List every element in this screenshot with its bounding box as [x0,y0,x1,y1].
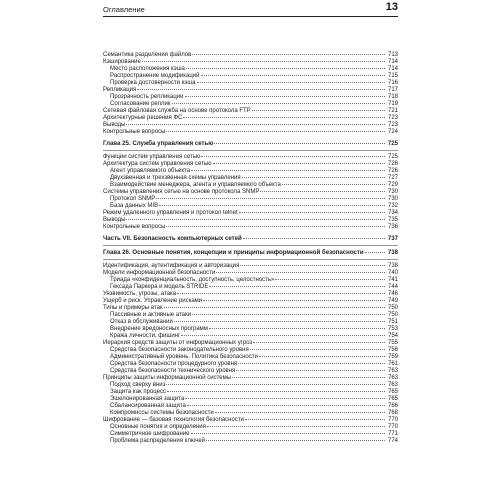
toc-dot-leader [177,293,385,294]
toc-entry-page: 730 [387,189,398,195]
toc-dot-leader [216,272,385,273]
toc-entry-page: 713 [387,52,398,58]
toc-dot-leader [209,286,385,287]
toc-entry[interactable] [103,80,398,87]
toc-entry-page: 732 [387,203,398,209]
toc-dot-leader [192,54,385,55]
toc-entry[interactable] [103,305,398,312]
toc-dot-leader [259,356,385,357]
toc-entry-page: 719 [387,101,398,107]
toc-entry-page: 763 [387,368,398,374]
toc-entry-page: 753 [387,326,398,332]
toc-dot-leader [172,103,386,104]
toc-entry-title: Кэширование [103,59,141,65]
header-rule [103,16,398,17]
table-of-contents [103,52,398,445]
toc-entry[interactable] [103,122,398,129]
toc-entry-page: 734 [387,210,398,216]
toc-entry[interactable] [103,224,398,231]
toc-entry-page: 726 [387,168,398,174]
toc-dot-leader [209,328,385,329]
toc-dot-leader [239,212,385,213]
toc-dot-leader [243,238,385,239]
toc-entry-title: Агент управляемого объекта [110,168,191,174]
toc-entry-title: Часть VII. Безопасность компьютерных сетей [103,235,242,242]
toc-entry[interactable] [103,196,398,203]
toc-dot-leader [253,342,385,343]
toc-entry-page: 723 [387,122,398,128]
toc-dot-leader [167,391,385,392]
toc-entry-page: 714 [387,59,398,65]
toc-entry-page: 725 [387,140,398,147]
toc-entry-title: Контрольные вопросы [103,129,166,135]
toc-dot-leader [126,124,385,125]
toc-entry-page: 770 [387,424,398,430]
toc-entry-title: Глава 25. Служба управления сетью [103,140,214,147]
toc-dot-leader [214,143,385,144]
toc-dot-leader [240,265,385,266]
toc-dot-leader [213,163,386,164]
chapter-rule [103,245,398,246]
toc-entry-title: Отказ в обслуживании [110,319,173,325]
toc-entry[interactable] [103,361,398,368]
toc-entry[interactable] [103,217,398,224]
toc-dot-leader [201,75,385,76]
toc-entry[interactable] [103,354,398,361]
toc-entry-page: 715 [387,73,398,79]
toc-entry-page: 774 [387,438,398,444]
toc-entry-title: Защита как процесс [110,389,166,395]
toc-entry-title: Типы и примеры атак [103,305,163,311]
toc-entry-page: 729 [387,182,398,188]
toc-entry-page: 761 [387,361,398,367]
toc-entry-page: 768 [387,410,398,416]
toc-entry-title: Проблема распределения ключей [110,438,206,444]
toc-entry-page: 755 [387,340,398,346]
toc-entry-page: 759 [387,354,398,360]
toc-entry-title: Семантика разделения файлов [103,52,192,58]
toc-entry-page: 749 [387,298,398,304]
toc-entry[interactable] [103,298,398,305]
toc-dot-leader [166,226,385,227]
toc-entry-page: 744 [387,284,398,290]
toc-entry[interactable] [103,410,398,417]
toc-entry[interactable] [103,291,398,298]
toc-dot-leader [159,205,385,206]
toc-entry[interactable] [103,168,398,175]
toc-entry-page: 741 [387,277,398,283]
toc-entry[interactable] [103,129,398,136]
toc-entry-page: 750 [387,312,398,318]
toc-entry-page: 717 [387,87,398,93]
toc-entry-title: Компромиссы системы безопасности [110,410,214,416]
toc-entry[interactable] [103,189,398,196]
toc-entry-page: 756 [387,347,398,353]
toc-entry-title: Репликация [103,87,137,93]
toc-entry-page: 724 [387,129,398,135]
toc-dot-leader [191,433,385,434]
toc-dot-leader [185,398,385,399]
toc-entry[interactable] [103,333,398,340]
toc-entry[interactable] [103,154,398,161]
toc-entry[interactable] [103,368,398,375]
toc-entry-title: Средства безопасности процедурного уровня [110,361,238,367]
toc-entry-title: Двухзвенная и трехзвенная схемы управления [110,175,241,181]
toc-entry[interactable] [103,73,398,80]
toc-chapter-entry[interactable] [103,235,398,242]
toc-entry-title: Выводы [103,122,126,128]
toc-dot-leader [191,170,385,171]
toc-dot-leader [137,89,385,90]
toc-dot-leader [215,412,385,413]
toc-entry[interactable] [103,396,398,403]
toc-dot-leader [260,191,385,192]
toc-entry[interactable] [103,108,398,115]
toc-chapter-entry[interactable] [103,249,398,256]
toc-dot-leader [250,349,385,350]
toc-entry-title: Глава 26. Основные понятия, концепции и принципы информационной безопасности [103,249,364,256]
toc-entry-page: 740 [387,270,398,276]
toc-dot-leader [181,335,385,336]
toc-dot-leader [275,279,385,280]
toc-entry-title: Согласование реплик [110,101,171,107]
toc-entry-title: Средства безопасности законодательного уровня [110,347,249,353]
toc-entry-page: 730 [387,196,398,202]
toc-entry-title: Триада «конфиденциальность, доступность, целостность» [110,277,275,283]
toc-entry-title: Контрольные вопросы [103,224,166,230]
toc-dot-leader [164,307,385,308]
toc-entry-title: Уязвимость, угрозы, атака [103,291,177,297]
toc-entry-title: Ущерб и риск. Управление рисками [103,298,203,304]
toc-entry[interactable] [103,382,398,389]
toc-dot-leader [126,219,385,220]
toc-entry-page: 721 [387,108,398,114]
toc-entry-page: 737 [387,235,398,242]
toc-dot-leader [192,314,385,315]
toc-entry[interactable] [103,210,398,217]
chapter-rule [103,150,398,151]
toc-entry[interactable] [103,182,398,189]
toc-entry-page: 750 [387,305,398,311]
toc-entry[interactable] [103,424,398,431]
toc-entry-title: База данных MIB [110,203,159,209]
toc-entry-title: Симметричное шифрование [110,431,190,437]
toc-entry-title: Системы управления сетью на основе протокола SNMP [103,189,260,195]
toc-entry[interactable] [103,389,398,396]
toc-entry-page: 738 [387,263,398,269]
toc-entry-page: 726 [387,161,398,167]
toc-entry-title: Распространение модификаций [110,73,200,79]
toc-entry-page: 766 [387,403,398,409]
toc-entry-page: 738 [387,249,398,256]
toc-entry[interactable] [103,403,398,410]
toc-entry[interactable] [103,101,398,108]
toc-dot-leader [232,377,385,378]
toc-entry-title: Прозрачность репликации [110,94,184,100]
toc-entry[interactable] [103,284,398,291]
chapter-rule [103,259,398,260]
toc-chapter-entry[interactable] [103,140,398,147]
page-number: 13 [385,1,398,13]
toc-entry-page: 714 [387,66,398,72]
toc-dot-leader [242,177,385,178]
toc-entry-title: Средства безопасности технического уровня [110,368,236,374]
toc-entry-page: 751 [387,319,398,325]
toc-entry[interactable] [103,66,398,73]
toc-entry[interactable] [103,270,398,277]
toc-entry[interactable] [103,375,398,382]
toc-entry-title: Основные понятия и определения [110,424,206,430]
toc-dot-leader [166,384,385,385]
toc-entry-title: Функции систем управления сетью [103,154,201,160]
toc-entry-title: Архитектурные решения ФС [103,115,183,121]
toc-entry[interactable] [103,326,398,333]
toc-entry-title: Эшелонированная защита [110,396,185,402]
toc-entry[interactable] [103,203,398,210]
toc-entry-title: Принципы защиты информационной системы [103,375,232,381]
toc-dot-leader [201,156,385,157]
toc-entry-title: Архитектура систем управления сетью [103,161,212,167]
toc-entry-title: Административный уровень. Политика безопасности [110,354,258,360]
running-header-title: Оглавление [103,5,145,14]
toc-entry[interactable] [103,312,398,319]
toc-entry-title: Подход сверху вниз [110,382,166,388]
toc-entry-title: Протокол SNMP [110,196,156,202]
toc-entry[interactable] [103,115,398,122]
toc-dot-leader [252,110,385,111]
toc-dot-leader [282,184,385,185]
toc-entry-title: Место расположения кэша [110,66,185,72]
toc-entry-page: 765 [387,396,398,402]
toc-dot-leader [365,252,385,253]
toc-entry-page: 716 [387,80,398,86]
toc-entry-page: 763 [387,382,398,388]
toc-entry-title: Гексада Паркера и модель STRIDE [110,284,209,290]
toc-entry-title: Режим удаленного управления и протокол telnet [103,210,238,216]
toc-entry-title: Внедрение вредоносных программ [110,326,208,332]
toc-entry-page: 727 [387,175,398,181]
toc-entry-title: Модели информационной безопасности [103,270,216,276]
toc-dot-leader [238,363,385,364]
toc-dot-leader [245,419,385,420]
toc-dot-leader [142,61,385,62]
toc-entry-page: 771 [387,431,398,437]
toc-entry-page: 765 [387,389,398,395]
toc-entry[interactable] [103,431,398,438]
toc-entry[interactable] [103,417,398,424]
toc-entry-title: Проверка достоверности кэша [110,80,196,86]
toc-entry-page: 725 [387,154,398,160]
toc-entry[interactable] [103,438,398,445]
toc-entry-page: 718 [387,94,398,100]
toc-entry[interactable] [103,175,398,182]
toc-entry-title: Шифрование — базовая технология безопасности [103,417,244,423]
toc-entry[interactable] [103,319,398,326]
toc-entry-page: 754 [387,333,398,339]
toc-entry-title: Кража личности, фишинг [110,333,181,339]
toc-entry-title: Сетевая файловая служба на основе протокола FTP [103,108,251,114]
toc-entry-title: Иерархия средств защиты от информационных угроз [103,340,253,346]
toc-entry-title: Идентификация, аутентификация и авторизация [103,263,240,269]
toc-entry[interactable] [103,340,398,347]
toc-entry-title: Выводы [103,217,126,223]
toc-entry-title: Пассивные и активные атаки [110,312,191,318]
toc-dot-leader [185,96,385,97]
toc-entry[interactable] [103,52,398,59]
toc-dot-leader [186,68,385,69]
toc-dot-leader [174,321,385,322]
toc-entry-page: 736 [387,224,398,230]
toc-dot-leader [156,198,385,199]
toc-entry-title: Взаимодействие менеджера, агента и управляемого объекта [110,182,281,188]
toc-entry-page: 735 [387,217,398,223]
toc-dot-leader [207,426,385,427]
toc-entry[interactable] [103,263,398,270]
toc-entry-page: 746 [387,291,398,297]
toc-entry-page: 763 [387,375,398,381]
toc-entry-page: 770 [387,417,398,423]
toc-entry[interactable] [103,94,398,101]
toc-entry[interactable] [103,59,398,66]
toc-dot-leader [203,300,385,301]
toc-entry[interactable] [103,347,398,354]
toc-dot-leader [197,82,385,83]
toc-dot-leader [236,370,385,371]
toc-dot-leader [166,131,385,132]
toc-entry[interactable] [103,161,398,168]
toc-entry[interactable] [103,277,398,284]
toc-dot-leader [183,117,385,118]
toc-entry[interactable] [103,87,398,94]
toc-entry-title: Сбалансированная защита [110,403,186,409]
toc-dot-leader [206,440,385,441]
toc-entry-page: 723 [387,115,398,121]
toc-dot-leader [187,405,385,406]
